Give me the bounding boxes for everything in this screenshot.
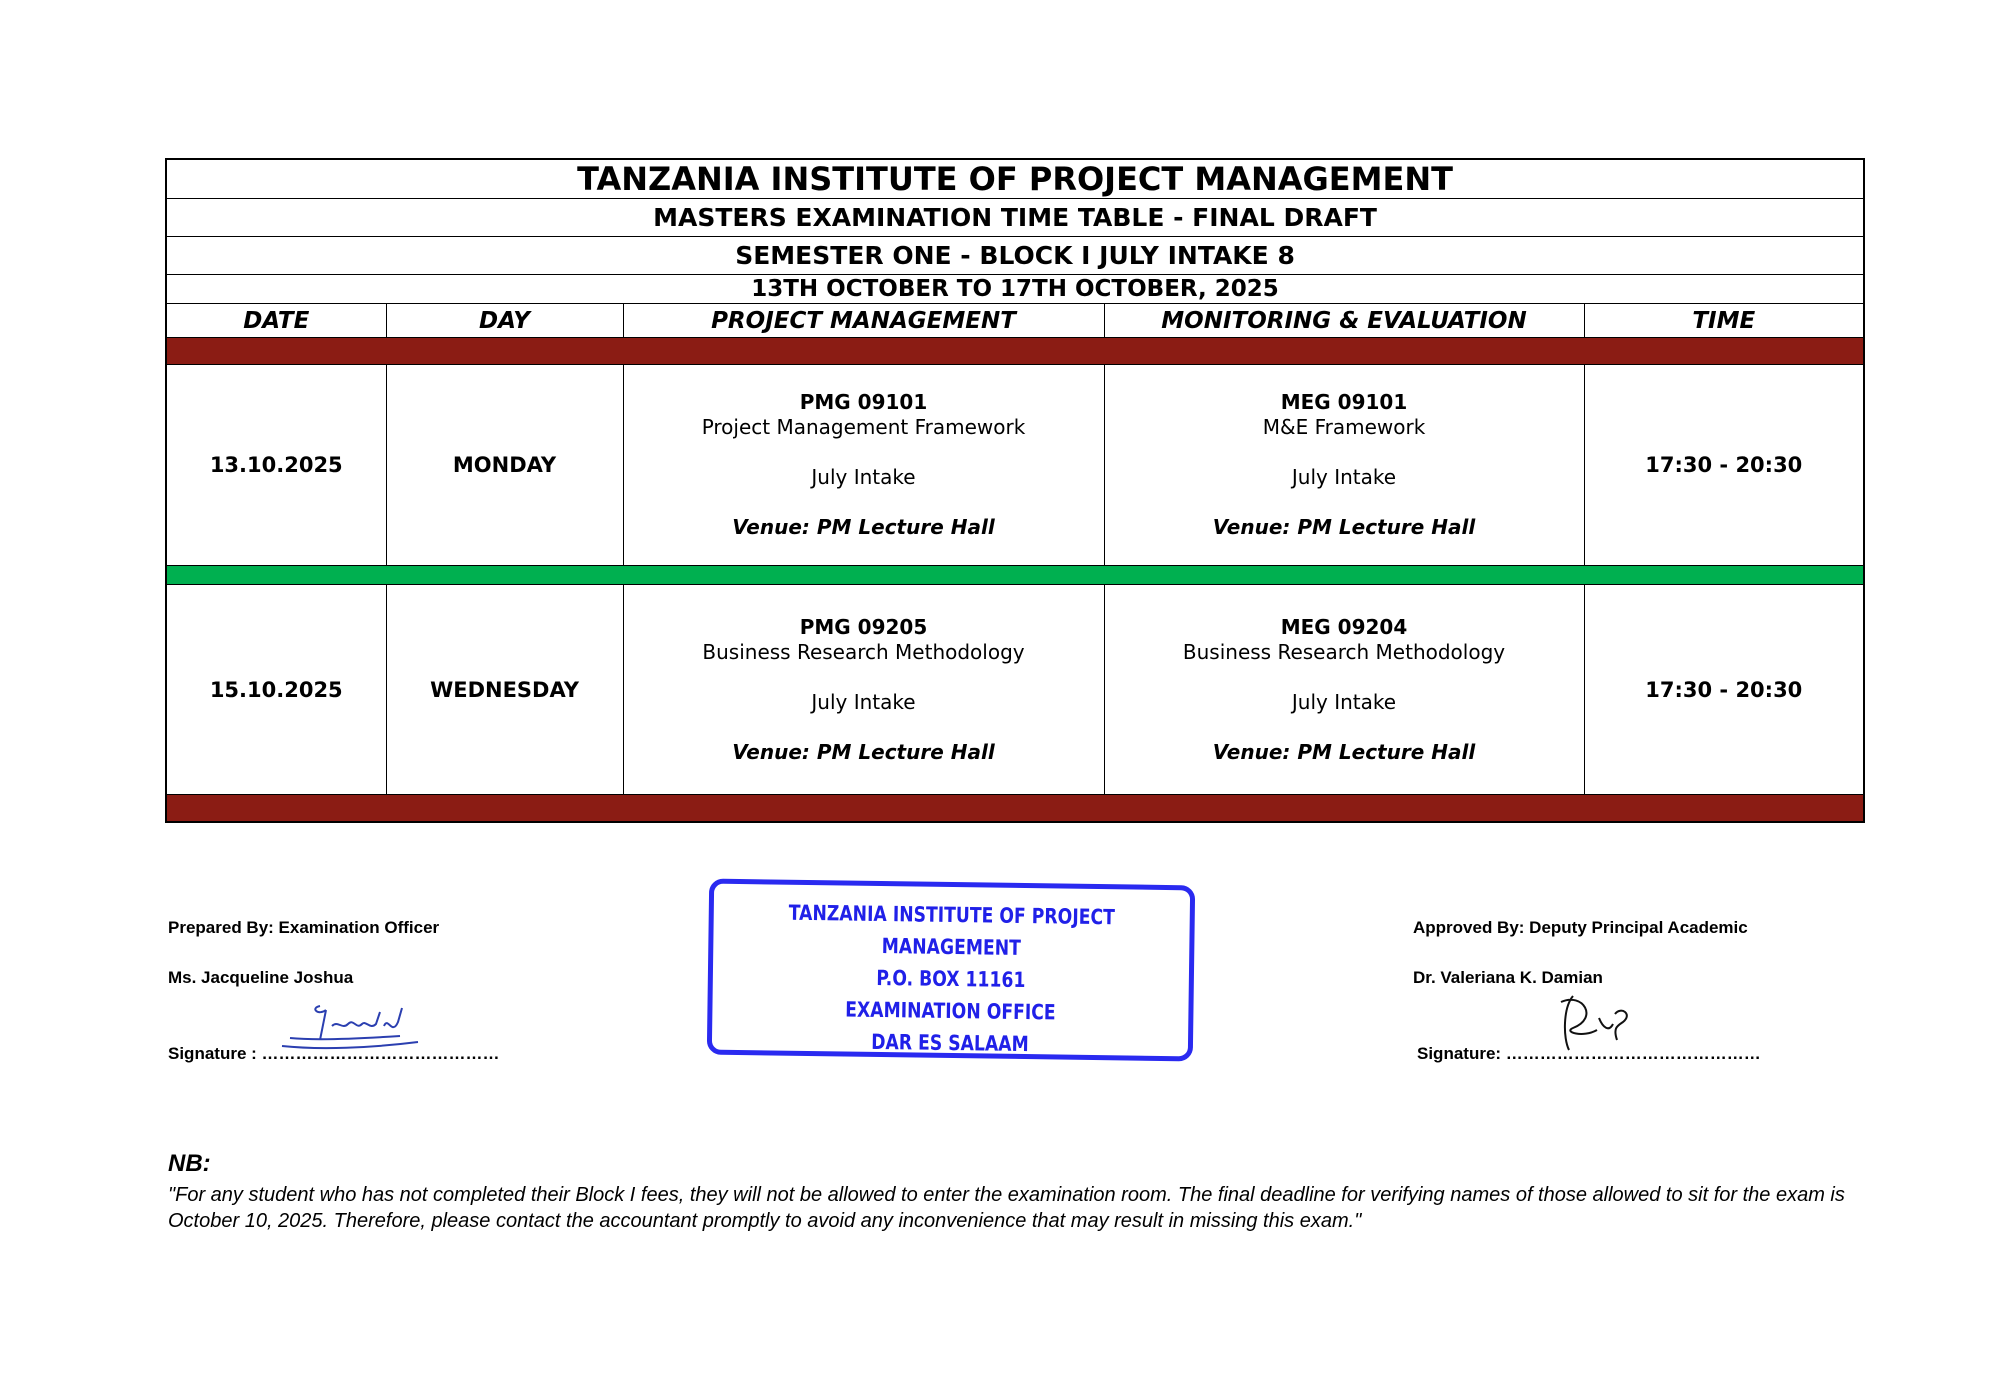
course-title: Project Management Framework [701, 415, 1026, 439]
separator-band-red [166, 795, 1864, 823]
exam-time: 17:30 - 20:30 [1584, 365, 1864, 566]
course-title: Business Research Methodology [1182, 639, 1506, 664]
column-header-monitoring-evaluation: MONITORING & EVALUATION [1104, 304, 1584, 338]
intake-label: July Intake [1291, 465, 1397, 489]
approver-name: Dr. Valeriana K. Damian [1413, 968, 1603, 987]
period-title: 13TH OCTOBER TO 17TH OCTOBER, 2025 [166, 275, 1864, 304]
column-header-date: DATE [166, 304, 386, 338]
pm-exam-cell [623, 585, 1104, 795]
stamp-line: EXAMINATION OFFICE [845, 997, 1056, 1025]
pm-exam-cell [623, 365, 1104, 566]
venue-label: Venue: PM Lecture Hall [1212, 515, 1476, 539]
intake-label: July Intake [1291, 689, 1397, 714]
me-exam-cell [1104, 365, 1584, 566]
separator-band-green [166, 566, 1864, 585]
note-text: "For any student who has not completed their Block I fees, they will not be allowed to enter the examination room. The final deadline for verifying names of those allowed to sit for the exam is October 10, 2025. Therefore, please contact the accountant promptly to avoid any inconvenience that may result in missing this exam." [168, 1184, 1845, 1232]
intake-label: July Intake [811, 465, 916, 489]
prepared-by-label: Prepared By: Examination Officer [168, 918, 440, 937]
intake-label: July Intake [811, 689, 916, 714]
exam-timetable [165, 158, 1865, 823]
course-code: MEG 09204 [1280, 614, 1408, 639]
table-row [166, 585, 1864, 795]
exam-day: MONDAY [386, 365, 623, 566]
exam-day: WEDNESDAY [386, 585, 623, 795]
timetable-sheet [165, 158, 1863, 823]
course-code: MEG 09101 [1280, 390, 1408, 414]
note-title: NB: [168, 1150, 211, 1177]
course-code: PMG 09205 [799, 614, 928, 639]
venue-label: Venue: PM Lecture Hall [732, 515, 995, 539]
venue-label: Venue: PM Lecture Hall [1212, 739, 1476, 764]
note-block [168, 1150, 1868, 1234]
course-title: Business Research Methodology [702, 639, 1025, 664]
table-row [166, 365, 1864, 566]
approved-by-label: Approved By: Deputy Principal Academic [1413, 918, 1748, 937]
stamp-line: P.O. BOX 11161 [876, 965, 1026, 993]
exam-date: 15.10.2025 [166, 585, 386, 795]
exam-date: 13.10.2025 [166, 365, 386, 566]
semester-title: SEMESTER ONE - BLOCK I JULY INTAKE 8 [166, 237, 1864, 275]
course-code: PMG 09101 [799, 390, 928, 414]
institution-title: TANZANIA INSTITUTE OF PROJECT MANAGEMENT [166, 159, 1864, 199]
exam-time: 17:30 - 20:30 [1584, 585, 1864, 795]
stamp-line: DAR ES SALAAM [871, 1029, 1029, 1057]
preparer-signature-icon [280, 996, 420, 1056]
venue-label: Venue: PM Lecture Hall [732, 739, 995, 764]
preparer-name: Ms. Jacqueline Joshua [168, 968, 354, 987]
column-header-project-management: PROJECT MANAGEMENT [623, 304, 1104, 338]
approver-signature-icon [1543, 988, 1653, 1058]
timetable-title: MASTERS EXAMINATION TIME TABLE - FINAL DRAFT [166, 199, 1864, 237]
column-headers [166, 304, 1864, 338]
column-header-time: TIME [1584, 304, 1864, 338]
stamp-line: TANZANIA INSTITUTE OF PROJECT MANAGEMENT [788, 900, 1116, 960]
approver-signature-line: Signature: ……………………………………… [1417, 1044, 1761, 1063]
separator-band-red [166, 338, 1864, 365]
me-exam-cell [1104, 585, 1584, 795]
column-header-day: DAY [386, 304, 623, 338]
examination-office-stamp [707, 879, 1195, 1062]
preparer-signature-line: Signature : …………………………………… [168, 1044, 500, 1063]
course-title: M&E Framework [1262, 415, 1426, 439]
